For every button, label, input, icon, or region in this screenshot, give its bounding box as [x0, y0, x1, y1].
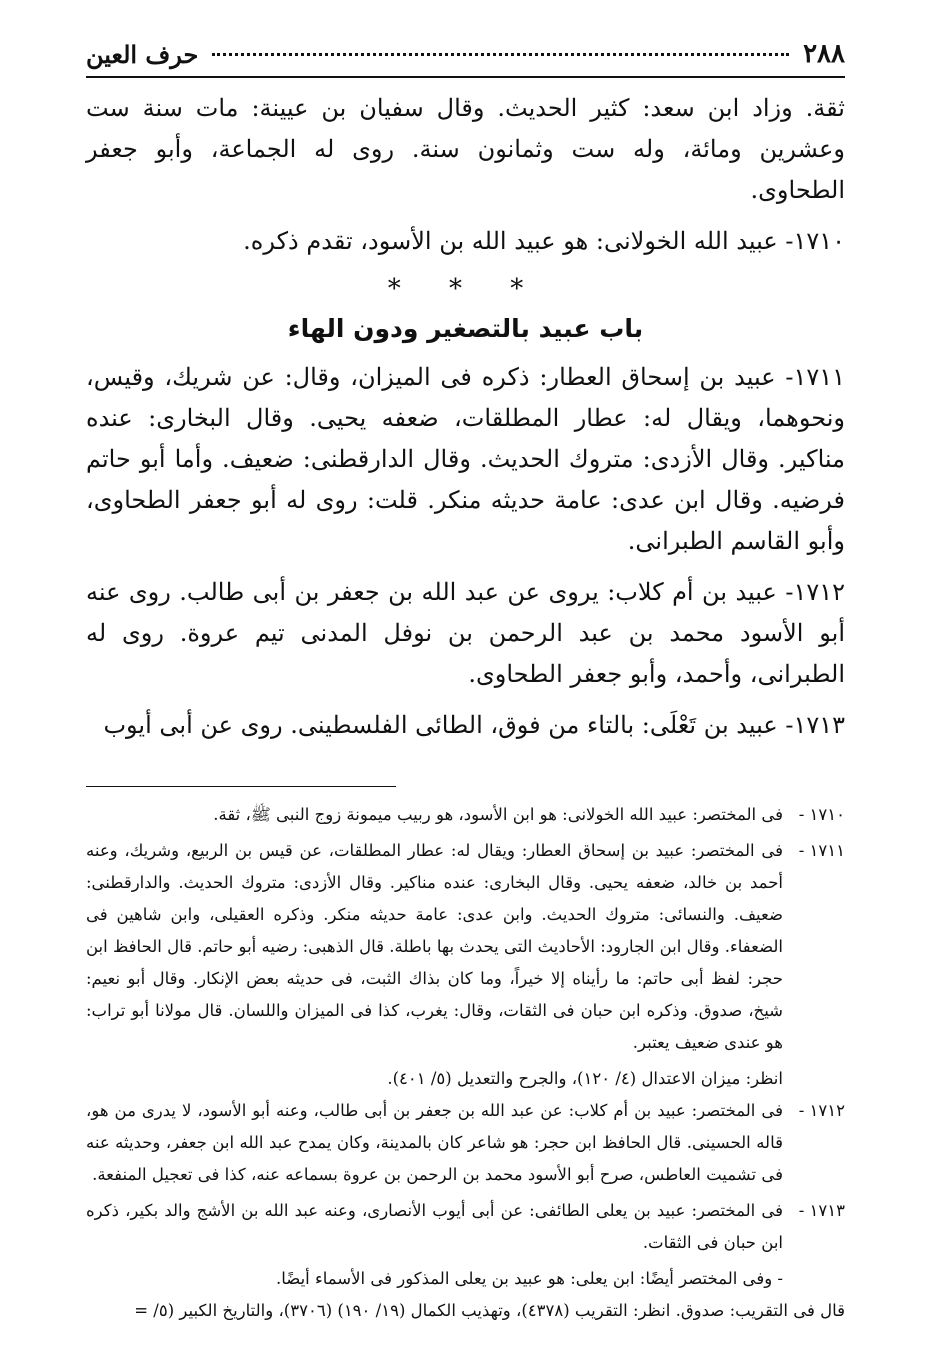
footnote-number: ١٧١٣ -	[798, 1201, 845, 1220]
footnote-1713-note: - وفى المختصر أيضًا: ابن يعلى: هو عبيد بن يعلى المذكور فى الأسماء أيضًا.	[275, 1269, 783, 1288]
footnote-1713	[86, 1195, 845, 1259]
section-title: باب عبيد بالتصغير ودون الهاء	[287, 314, 644, 343]
footnote-divider	[86, 786, 396, 787]
footnote-1713-reference: قال فى التقريب: صدوق. انظر: التقريب (٤٣٧٨)، وتهذيب الكمال (١٩/ ١٩٠) (٣٧٠٦)، والتاريخ الكبير (٥/ =	[134, 1301, 845, 1320]
footnote-text: فى المختصر: عبيد بن أم كلاب: عن عبد الله بن جعفر بن أبى طالب، وعنه أبو الأسود، لا يدرى من هو، قاله الحسينى. قال الحافظ ابن حجر: هو شاعر كان بالمدينة، وكان يمدح عبد الله ابن جعفر، وحديثه عنه فى تشميت العاطس، صرح أبو الأسود محمد بن الرحمن بن عروة بسماعه عنه، كذا فى تعجيل المنفعة.	[86, 1101, 783, 1184]
footnote-1712	[86, 1095, 845, 1191]
page-header	[86, 32, 845, 78]
footnote-number: ١٧١٠ -	[798, 805, 845, 824]
main-text	[86, 88, 845, 746]
entry-1713: ١٧١٣- عبيد بن تَعْلَى: بالتاء من فوق، الطائى الفلسطينى. روى عن أبى أيوب	[103, 711, 845, 739]
footnote-text: فى المختصر: عبيد بن يعلى الطائفى: عن أبى أيوب الأنصارى، وعنه عبد الله بن الأشج والد بكير، ذكره ابن حبان فى الثقات.	[86, 1201, 783, 1252]
header-dotted-leader	[212, 53, 789, 56]
footnote-1711	[86, 835, 845, 1059]
footnote-number: ١٧١١ -	[798, 841, 845, 860]
entry-1712: ١٧١٢- عبيد بن أم كلاب: يروى عن عبد الله بن جعفر بن أبى طالب. روى عنه أبو الأسود محمد بن عبد الرحمن بن نوفل المدنى تيم عروة. روى له الطبرانى، وأحمد، وأبو جعفر الطحاوى.	[86, 578, 845, 688]
footnotes	[86, 799, 845, 1327]
footnote-text: فى المختصر: عبيد الله الخولانى: هو ابن الأسود، هو ربيب ميمونة زوج النبى ﷺ، ثقة.	[213, 805, 783, 824]
footnote-divider-wrap	[86, 786, 845, 787]
entry-1711: ١٧١١- عبيد بن إسحاق العطار: ذكره فى الميزان، وقال: عن شريك، وقيس، ونحوهما، ويقال له: عطار المطلقات، ضعفه يحيى. وقال البخارى: عنده مناكير. وقال الأزدى: متروك الحديث. وقال الدارقطنى: ضعيف. وأما أبو حاتم فرضيه. وقال ابن عدى: عامة حديثه منكر. قلت: روى له أبو جعفر الطحاوى، وأبو القاسم الطبرانى.	[86, 363, 845, 555]
footnote-1711-reference: انظر: ميزان الاعتدال (٤/ ١٢٠)، والجرح والتعديل (٥/ ٤٠١).	[387, 1069, 783, 1088]
entry-1710: ١٧١٠- عبيد الله الخولانى: هو عبيد الله بن الأسود، تقدم ذكره.	[243, 227, 845, 255]
page-number: ٢٨٨	[803, 39, 845, 69]
paragraph-intro: ثقة. وزاد ابن سعد: كثير الحديث. وقال سفيان بن عيينة: مات سنة ست وعشرين ومائة، وله ست وثمانون سنة. روى له الجماعة، وأبو جعفر الطحاوى.	[86, 94, 845, 204]
asterisk-separator: * * *	[387, 274, 544, 304]
footnote-text: فى المختصر: عبيد بن إسحاق العطار: ويقال له: عطار المطلقات، عن قيس بن الربيع، وشريك، وعنه أحمد بن خالد، ضعفه يحيى. وقال البخارى: عنده مناكير. وقال الأزدى: متروك الحديث. والدارقطنى: ضعيف. والنسائى: متروك الحديث. وابن عدى: عامة حديثه منكر. وذكره العقيلى، وابن شاهين فى الضعفاء. وقال ابن الجارود: الأحاديث التى يحدث بها باطلة. قال الذهبى: رضيه أبو حاتم. قال الحافظ ابن حجر: لفظ أبى حاتم: ما رأيناه إلا خيراً، وما كان بذاك الثبت، فى حديثه بعض الإنكار. وقال أبو نعيم: شيخ، صدوق. وذكره ابن حبان فى الثقات، وقال: يغرب، كذا فى الميزان واللسان. قال مولانا أبو تراب: هو عندى ضعيف يعتبر.	[86, 841, 783, 1052]
running-title: حرف العين	[86, 39, 199, 69]
footnote-1710	[86, 799, 845, 831]
footnote-number: ١٧١٢ -	[798, 1101, 845, 1120]
